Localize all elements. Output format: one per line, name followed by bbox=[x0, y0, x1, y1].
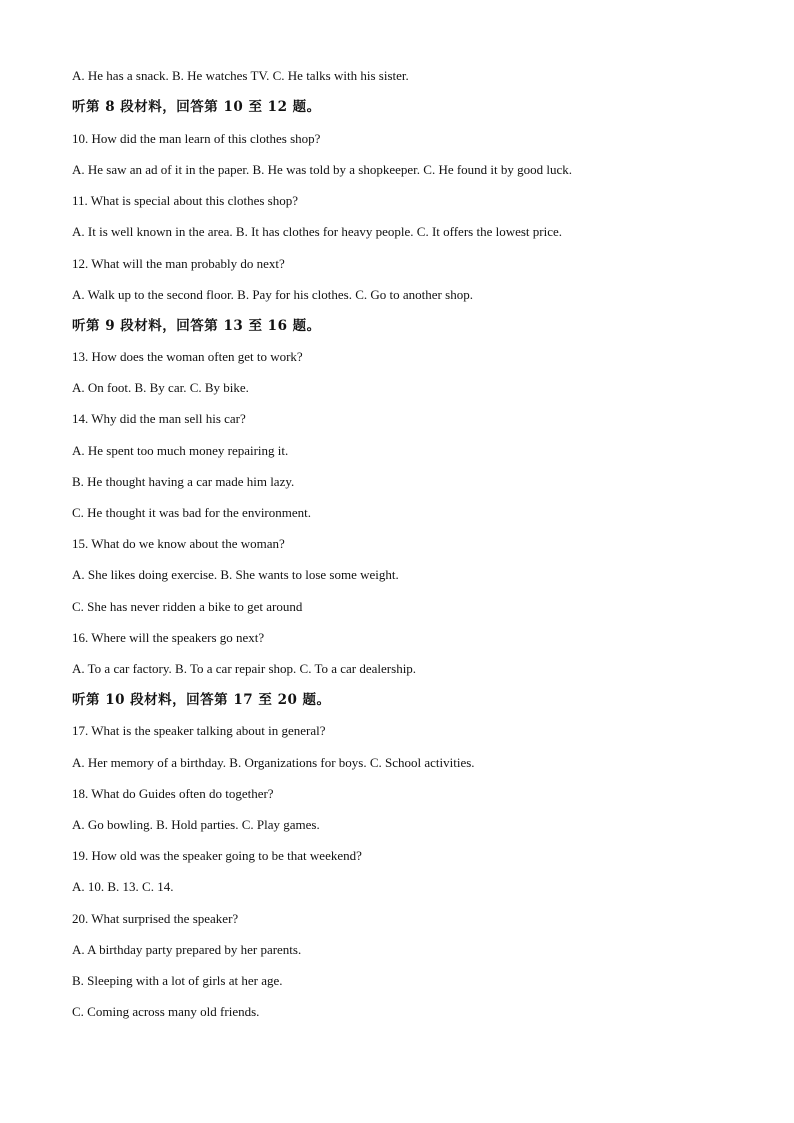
answer-option-q15-c: C. She has never ridden a bike to get around bbox=[72, 599, 303, 614]
answer-options-q18: A. Go bowling. B. Hold parties. C. Play games. bbox=[72, 817, 320, 832]
answer-options-q16: A. To a car factory. B. To a car repair shop. C. To a car dealership. bbox=[72, 661, 417, 676]
answer-options-q13: A. On foot. B. By car. C. By bike. bbox=[72, 380, 249, 395]
answer-option-q14-b: B. He thought having a car made him lazy. bbox=[72, 474, 295, 489]
answer-options-q9: A. He has a snack. B. He watches TV. C. He talks with his sister. bbox=[72, 68, 409, 83]
section-heading-8: 听第 8 段材料，回答第 10 至 12 题。 bbox=[72, 99, 321, 115]
answer-options-q11: A. It is well known in the area. B. It has clothes for heavy people. C. It offers the lowest price. bbox=[72, 224, 563, 239]
answer-option-q14-c: C. He thought it was bad for the environment. bbox=[72, 505, 312, 520]
answer-option-q20-b: B. Sleeping with a lot of girls at her age. bbox=[72, 973, 283, 988]
answer-options-q15-ab: A. She likes doing exercise. B. She wants to lose some weight. bbox=[72, 567, 399, 582]
question-19: 19. How old was the speaker going to be that weekend? bbox=[72, 848, 362, 863]
answer-options-q19: A. 10. B. 13. C. 14. bbox=[72, 879, 174, 894]
answer-option-q20-c: C. Coming across many old friends. bbox=[72, 1004, 260, 1019]
question-18: 18. What do Guides often do together? bbox=[72, 786, 274, 801]
answer-options-q10: A. He saw an ad of it in the paper. B. He was told by a shopkeeper. C. He found it by good luck. bbox=[72, 162, 573, 177]
question-11: 11. What is special about this clothes shop? bbox=[72, 193, 299, 208]
question-13: 13. How does the woman often get to work? bbox=[72, 349, 303, 364]
answer-option-q14-a: A. He spent too much money repairing it. bbox=[72, 443, 289, 458]
answer-options-q12: A. Walk up to the second floor. B. Pay for his clothes. C. Go to another shop. bbox=[72, 287, 473, 302]
section-heading-10: 听第 10 段材料，回答第 17 至 20 题。 bbox=[72, 692, 331, 708]
question-12: 12. What will the man probably do next? bbox=[72, 256, 285, 271]
question-10: 10. How did the man learn of this clothes shop? bbox=[72, 131, 321, 146]
question-20: 20. What surprised the speaker? bbox=[72, 911, 239, 926]
question-16: 16. Where will the speakers go next? bbox=[72, 630, 265, 645]
section-heading-9: 听第 9 段材料，回答第 13 至 16 题。 bbox=[72, 318, 321, 334]
question-14: 14. Why did the man sell his car? bbox=[72, 411, 246, 426]
answer-option-q20-a: A. A birthday party prepared by her parents. bbox=[72, 942, 302, 957]
question-15: 15. What do we know about the woman? bbox=[72, 536, 285, 551]
answer-options-q17: A. Her memory of a birthday. B. Organizations for boys. C. School activities. bbox=[72, 755, 475, 770]
question-17: 17. What is the speaker talking about in general? bbox=[72, 723, 326, 738]
